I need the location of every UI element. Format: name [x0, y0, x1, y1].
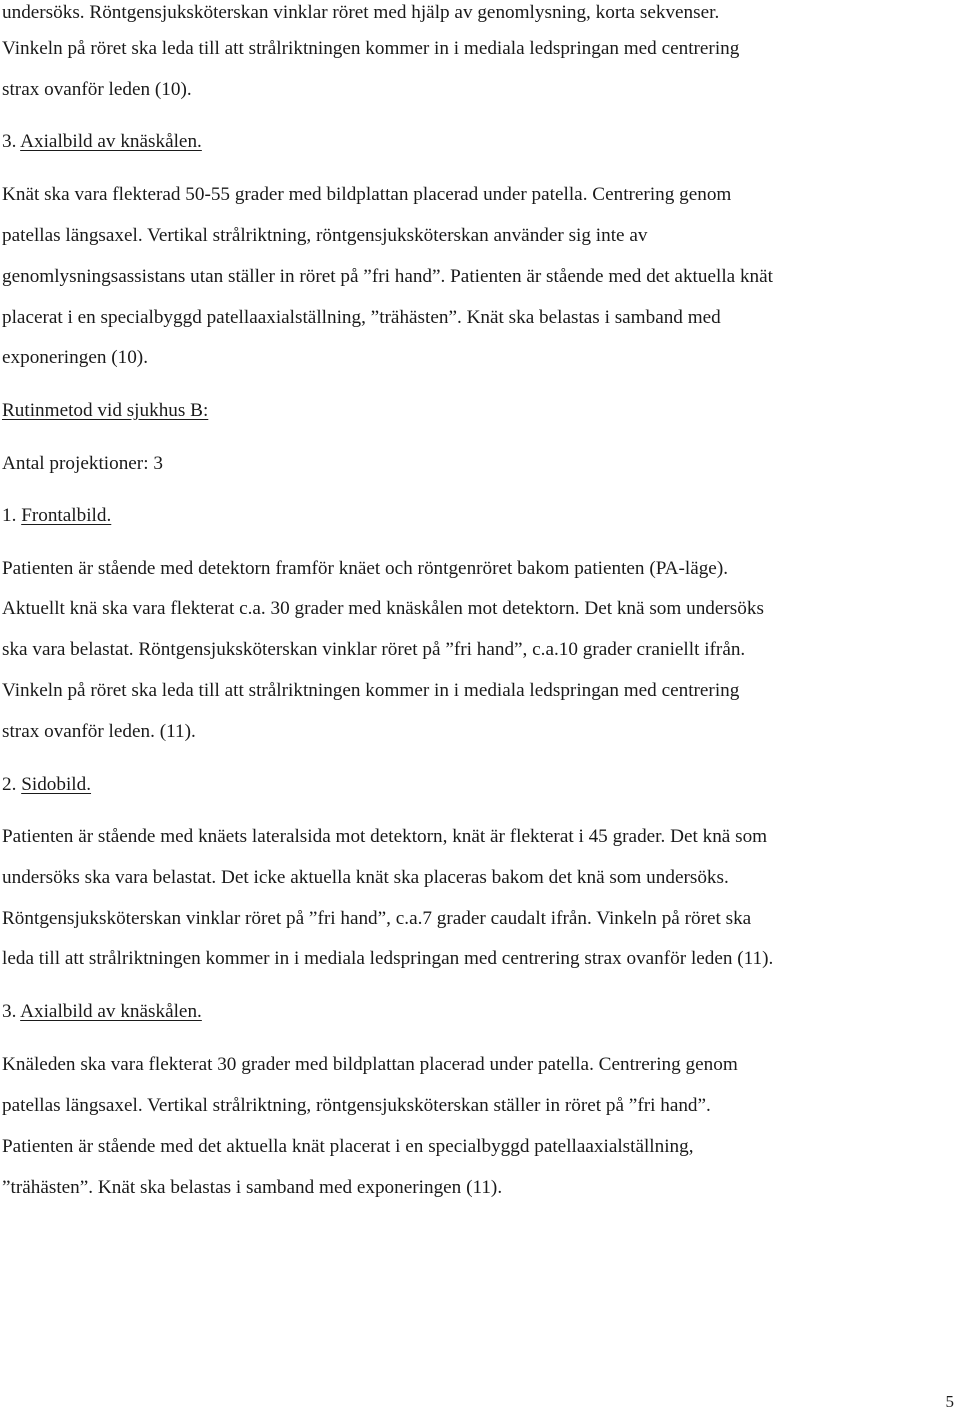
- body-line: undersöks ska vara belastat. Det icke aktuella knät ska placeras bakom det knä som undersöks.: [2, 867, 729, 888]
- subheading-text: Axialbild av knäskålen.: [20, 131, 202, 152]
- subheading-text: Frontalbild.: [21, 505, 112, 526]
- body-line: Röntgensjuksköterskan vinklar röret på ”fri hand”, c.a.7 grader caudalt ifrån. Vinkeln på röret ska: [2, 908, 752, 929]
- body-line: Patienten är stående med detektorn framför knäet och röntgenröret bakom patienten (PA-läge).: [2, 558, 729, 579]
- body-line: Knät ska vara flekterad 50-55 grader med bildplattan placerad under patella. Centrering genom: [2, 184, 732, 205]
- subheading-axial-a: [2, 131, 202, 153]
- body-line: ska vara belastat. Röntgensjuksköterskan vinklar röret på ”fri hand”, c.a.10 grader craniellt ifrån.: [2, 639, 746, 660]
- subheading-axial-b: [2, 1001, 202, 1023]
- body-line: placerat i en specialbyggd patellaaxialställning, ”trähästen”. Knät ska belastas i samband med: [2, 307, 721, 328]
- subheading-text: Sidobild.: [21, 774, 92, 795]
- subheading-number: 3.: [2, 1001, 21, 1022]
- page-number: 5: [945, 1392, 954, 1411]
- body-line: patellas längsaxel. Vertikal strålriktning, röntgensjuksköterskan ställer in röret på ”fri hand”.: [2, 1095, 711, 1116]
- body-line: Vinkeln på röret ska leda till att strålriktningen kommer in i mediala ledspringan med centrering: [2, 680, 740, 701]
- body-line: leda till att strålriktningen kommer in i mediala ledspringan med centrering strax ovanför leden (11).: [2, 948, 774, 969]
- section-heading-b: Rutinmetod vid sjukhus B:: [2, 400, 209, 421]
- body-line: patellas längsaxel. Vertikal strålriktning, röntgensjuksköterskan använder sig inte av: [2, 225, 648, 246]
- body-line: undersöks. Röntgensjuksköterskan vinklar röret med hjälp av genomlysning, korta sekvenser.: [2, 2, 720, 23]
- body-line: genomlysningsassistans utan ställer in röret på ”fri hand”. Patienten är stående med det aktuella knät: [2, 266, 773, 287]
- body-line: Patienten är stående med det aktuella knät placerat i en specialbyggd patellaaxialställning,: [2, 1136, 694, 1157]
- body-line: Aktuellt knä ska vara flekterat c.a. 30 grader med knäskålen mot detektorn. Det knä som undersöks: [2, 598, 764, 619]
- subheading-number: 2.: [2, 774, 22, 795]
- projection-count: Antal projektioner: 3: [2, 453, 163, 474]
- body-line: strax ovanför leden (10).: [2, 79, 192, 100]
- body-line: Knäleden ska vara flekterat 30 grader med bildplattan placerad under patella. Centrering genom: [2, 1054, 738, 1075]
- subheading-frontal: [2, 505, 111, 527]
- body-line: exponeringen (10).: [2, 347, 148, 368]
- body-line: strax ovanför leden. (11).: [2, 721, 196, 742]
- body-line: Patienten är stående med knäets lateralsida mot detektorn, knät är flekterat i 45 grader. Det knä som: [2, 826, 768, 847]
- body-line: Vinkeln på röret ska leda till att strålriktningen kommer in i mediala ledspringan med centrering: [2, 38, 740, 59]
- subheading-side: [2, 774, 91, 796]
- subheading-number: 3.: [2, 131, 21, 152]
- subheading-text: Axialbild av knäskålen.: [20, 1001, 202, 1022]
- body-line: ”trähästen”. Knät ska belastas i samband med exponeringen (11).: [2, 1177, 503, 1198]
- subheading-number: 1.: [2, 505, 22, 526]
